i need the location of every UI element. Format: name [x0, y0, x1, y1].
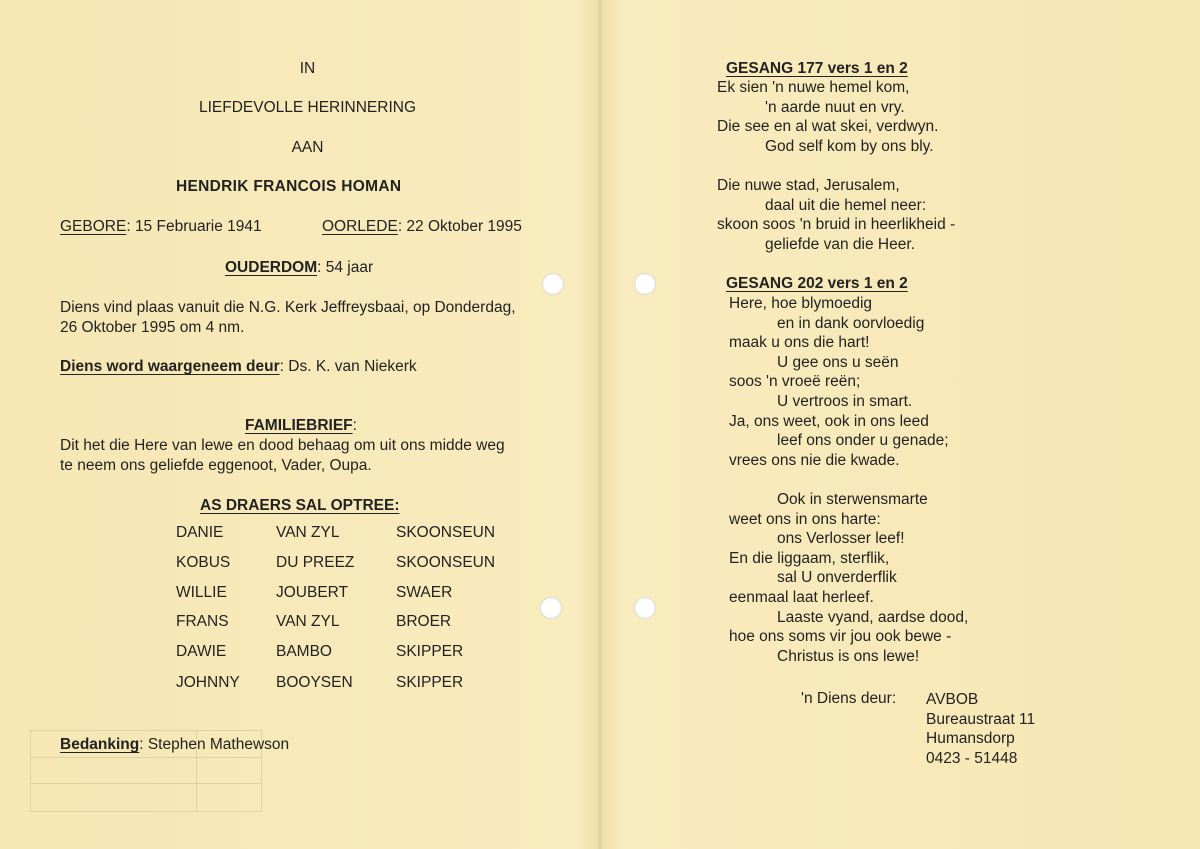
bearer-relation: SWAER: [396, 584, 453, 601]
heading-aan: AAN: [291, 139, 324, 156]
bearer-first: DAWIE: [176, 643, 227, 660]
hymn-177-line: daal uit die hemel neer:: [765, 196, 927, 214]
center-fold: [598, 0, 602, 849]
hymn-202-line: U vertroos in smart.: [777, 392, 913, 410]
hymn-202-line: soos 'n vroeë reën;: [729, 373, 861, 391]
bedanking-value: : Stephen Mathewson: [139, 736, 290, 753]
hymn-177-lyrics: [717, 78, 955, 254]
punch-hole: [542, 273, 564, 295]
hymn-202-line: U gee ons u seën: [777, 353, 899, 371]
age-line: [225, 259, 373, 277]
bearer-relation: SKIPPER: [396, 643, 464, 660]
service-provider-details: [926, 690, 1035, 768]
hymn-202-line: Laaste vyand, aardse dood,: [777, 608, 969, 626]
hymn-202-line: ons Verlosser leef!: [777, 530, 905, 548]
hymn-177-line: skoon soos 'n bruid in heerlikheid -: [717, 216, 956, 234]
hymn-177-line: Ek sien 'n nuwe hemel kom,: [717, 79, 910, 96]
heading-liefdevolle: LIEFDEVOLLE HERINNERING: [198, 99, 417, 116]
punch-hole: [634, 273, 656, 295]
bearers-heading: AS DRAERS SAL OPTREE:: [200, 497, 400, 514]
bearer-relation: SKOONSEUN: [396, 554, 496, 571]
hymn-202-line: Christus is ons lewe!: [777, 647, 920, 665]
hymn-202-line: En die liggaam, sterflik,: [729, 549, 890, 567]
punch-hole: [634, 597, 656, 619]
death-line: [322, 218, 522, 236]
bearer-last: VAN ZYL: [276, 524, 340, 541]
familiebrief-colon: :: [352, 417, 357, 434]
waargeneem-label: Diens word waargeneem deur: [60, 358, 280, 375]
hymn-202-line: vrees ons nie die kwade.: [729, 451, 900, 469]
gebore-value: : 15 Februarie 1941: [126, 218, 262, 235]
hymn-202-line: hoe ons soms vir jou ook bewe -: [729, 628, 952, 646]
hymn-177-title: GESANG 177 vers 1 en 2: [726, 60, 908, 77]
punch-hole: [540, 597, 562, 619]
deceased-name: HENDRIK FRANCOIS HOMAN: [176, 178, 402, 195]
hymn-202-line: maak u ons die hart!: [729, 334, 870, 352]
hymn-177-line: [717, 156, 955, 176]
bearer-first: FRANS: [176, 613, 229, 630]
hymn-202-line: sal U onverderflik: [777, 569, 897, 587]
bearer-first: WILLIE: [176, 584, 227, 601]
hymn-177-line: God self kom by ons bly.: [765, 137, 934, 155]
bearer-first: DANIE: [176, 524, 224, 541]
hymn-202-line: eenmaal laat herleef.: [729, 588, 874, 606]
service-provider-label: 'n Diens deur:: [801, 690, 897, 707]
service-info-line2: 26 Oktober 1995 om 4 nm.: [60, 319, 245, 336]
birth-line: [60, 218, 262, 236]
hymn-177-line: geliefde van die Heer.: [765, 235, 915, 253]
service-provider-line: AVBOB: [926, 691, 979, 708]
familiebrief-line2: te neem ons geliefde eggenoot, Vader, Oupa.: [60, 457, 372, 474]
bearer-last: BOOYSEN: [276, 674, 353, 691]
hymn-202-lyrics: [729, 294, 968, 666]
bearer-first: JOHNNY: [176, 674, 240, 691]
familiebrief-line1: Dit het die Here van lewe en dood behaag om uit ons midde weg: [60, 437, 505, 454]
bearer-last: BAMBO: [276, 643, 332, 660]
heading-in: IN: [299, 60, 316, 77]
oorlede-value: : 22 Oktober 1995: [397, 218, 522, 235]
hymn-202-line: en in dank oorvloedig: [777, 314, 925, 332]
familiebrief-heading: [245, 417, 357, 435]
bedanking-label: Bedanking: [60, 736, 140, 753]
gebore-label: GEBORE: [60, 218, 127, 235]
ouderdom-label: OUDERDOM: [225, 259, 318, 276]
bearer-first: KOBUS: [176, 554, 231, 571]
oorlede-label: OORLEDE: [322, 218, 398, 235]
hymn-202-line: weet ons in ons harte:: [729, 510, 881, 528]
familiebrief-title: FAMILIEBRIEF: [245, 417, 353, 434]
bearer-relation: BROER: [396, 613, 452, 630]
service-info-line1: Diens vind plaas vanuit die N.G. Kerk Jeffreysbaai, op Donderdag,: [60, 299, 516, 316]
service-provider-line: Humansdorp: [926, 730, 1015, 748]
service-provider-line: 0423 - 51448: [926, 749, 1018, 767]
hymn-202-line: Ook in sterwensmarte: [777, 490, 928, 508]
acknowledgement-line: [60, 736, 289, 754]
hymn-202-line: leef ons onder u genade;: [777, 432, 949, 450]
officiant-line: [60, 358, 417, 376]
ouderdom-value: : 54 jaar: [317, 259, 374, 276]
bearer-last: DU PREEZ: [276, 554, 355, 571]
hymn-177-line: Die nuwe stad, Jerusalem,: [717, 176, 900, 194]
hymn-177-line: 'n aarde nuut en vry.: [765, 98, 905, 116]
bearer-last: JOUBERT: [276, 584, 349, 601]
hymn-202-line: [729, 470, 968, 490]
hymn-202-line: Ja, ons weet, ook in ons leed: [729, 412, 929, 430]
service-provider-line: Bureaustraat 11: [926, 710, 1036, 728]
hymn-202-line: Here, hoe blymoedig: [729, 295, 873, 312]
waargeneem-value: : Ds. K. van Niekerk: [279, 358, 417, 375]
hymn-202-title: GESANG 202 vers 1 en 2: [726, 275, 908, 292]
bearer-last: VAN ZYL: [276, 613, 340, 630]
bearer-relation: SKIPPER: [396, 674, 464, 691]
bearer-relation: SKOONSEUN: [396, 524, 496, 541]
hymn-177-line: Die see en al wat skei, verdwyn.: [717, 118, 939, 136]
